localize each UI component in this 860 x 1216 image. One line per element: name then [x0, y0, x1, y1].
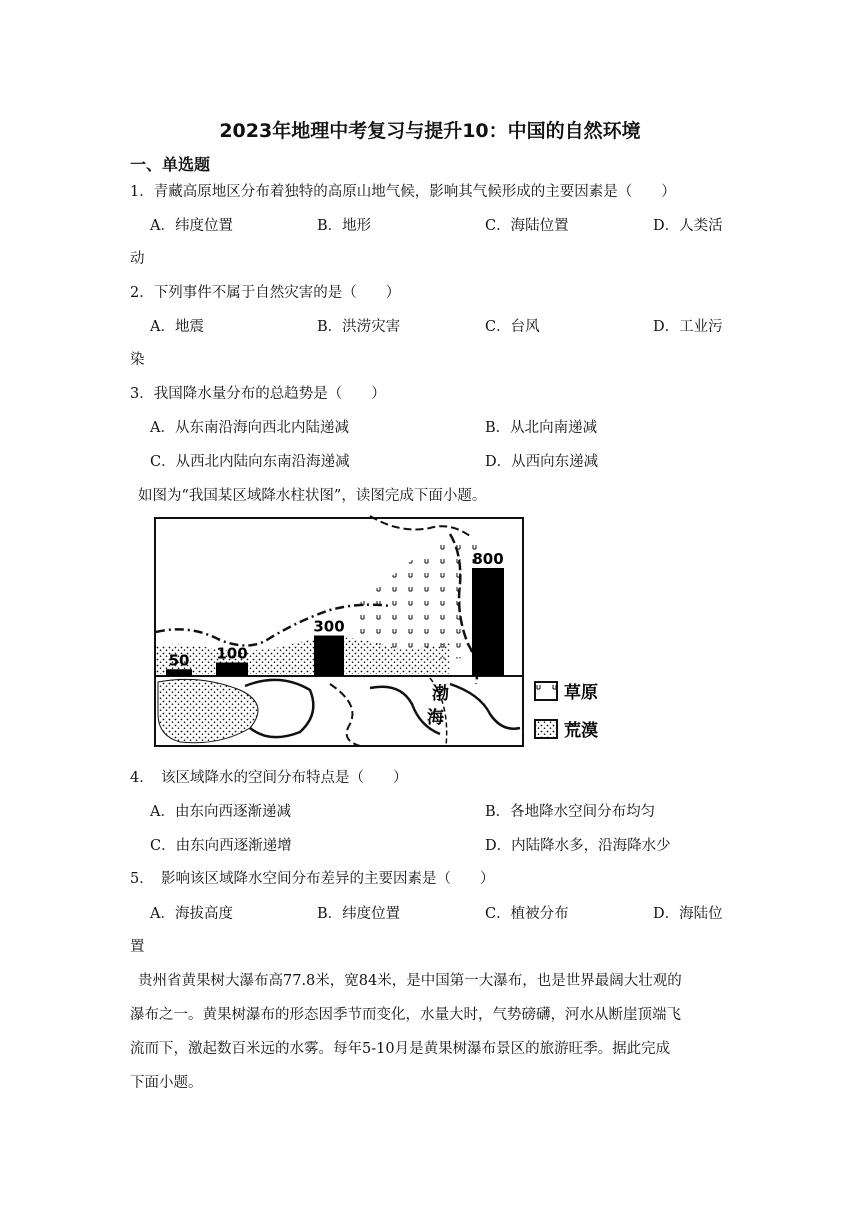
question-2-option-b[interactable]: B．洪涝灾害	[317, 319, 401, 335]
question-4-option-d[interactable]: D．内陆降水多，沿海降水少	[485, 838, 671, 854]
question-2-option-d[interactable]: D．工业污	[653, 319, 723, 335]
question-3-option-a[interactable]: A．从东南沿海向西北内陆递减	[150, 420, 349, 436]
precip-bar-1	[216, 663, 248, 677]
question-5-option-a[interactable]: A．海拔高度	[150, 906, 233, 922]
legend-desert-label: 荒漠	[564, 721, 598, 741]
precip-bar-0	[166, 669, 192, 676]
question-1-option-d-wrap: 动	[130, 251, 145, 267]
question-1-option-c[interactable]: C．海陆位置	[485, 218, 569, 234]
question-1-option-a[interactable]: A．纬度位置	[150, 218, 233, 234]
passage-line-1: 贵州省黄果树大瀑布高77.8米，宽84米，是中国第一大瀑布，也是世界最阔大壮观的	[138, 973, 682, 989]
question-1-stem: 1．青藏高原地区分布着独特的高原山地气候，影响其气候形成的主要因素是（ ）	[130, 184, 676, 200]
question-5-option-c[interactable]: C．植被分布	[485, 906, 569, 922]
question-3-option-c[interactable]: C．从西北内陆向东南沿海递减	[150, 454, 350, 470]
question-3-option-d[interactable]: D．从西向东递减	[485, 454, 599, 470]
legend-grassland-label: 草原	[564, 683, 598, 703]
sea-label-1: 渤	[432, 684, 449, 704]
passage-line-3: 流而下，激起数百米远的水雾。每年5-10月是黄果树瀑布景区的旅游旺季。据此完成	[130, 1041, 671, 1057]
question-1-option-d[interactable]: D．人类活	[653, 218, 723, 234]
precip-value-label-1: 100	[216, 644, 248, 663]
legend-grassland-swatch	[535, 682, 557, 700]
question-1-option-b[interactable]: B．地形	[317, 218, 372, 234]
question-2-option-a[interactable]: A．地震	[150, 319, 204, 335]
precip-value-label-3: 800	[472, 550, 504, 568]
precip-bar-3	[472, 568, 504, 676]
question-3-option-b[interactable]: B．从北向南递减	[485, 420, 598, 436]
precip-bar-2	[314, 636, 344, 677]
question-4-stem: 4． 该区域降水的空间分布特点是（ ）	[130, 770, 408, 786]
figure-intro: 如图为“我国某区域降水柱状图”，读图完成下面小题。	[138, 488, 487, 504]
precipitation-map	[150, 514, 620, 750]
question-2-option-d-wrap: 染	[130, 352, 145, 368]
question-5-option-d-wrap: 置	[130, 939, 145, 955]
question-2-stem: 2．下列事件不属于自然灾害的是（ ）	[130, 285, 401, 301]
page-title: 2023年地理中考复习与提升10：中国的自然环境	[219, 120, 641, 142]
question-5-option-b[interactable]: B．纬度位置	[317, 906, 401, 922]
passage-line-4: 下面小题。	[130, 1075, 203, 1091]
legend-desert-swatch	[535, 720, 557, 738]
question-4-option-c[interactable]: C．由东向西逐渐递增	[150, 838, 292, 854]
question-5-stem: 5． 影响该区域降水空间分布差异的主要因素是（ ）	[130, 871, 495, 887]
question-4-option-b[interactable]: B．各地降水空间分布均匀	[485, 804, 656, 820]
sea-label-2: 海	[427, 708, 444, 728]
section-heading: 一、单选题	[130, 155, 211, 174]
question-2-option-c[interactable]: C．台风	[485, 319, 540, 335]
passage-line-2: 瀑布之一。黄果树瀑布的形态因季节而变化，水量大时，气势磅礴，河水从断崖顶端飞	[130, 1007, 681, 1023]
precipitation-map-figure	[150, 514, 620, 754]
precip-value-label-2: 300	[313, 617, 345, 636]
precip-value-label-0: 50	[168, 651, 190, 670]
question-5-option-d[interactable]: D．海陆位	[653, 906, 723, 922]
question-3-stem: 3．我国降水量分布的总趋势是（ ）	[130, 386, 386, 402]
question-4-option-a[interactable]: A．由东向西逐渐递减	[150, 804, 291, 820]
